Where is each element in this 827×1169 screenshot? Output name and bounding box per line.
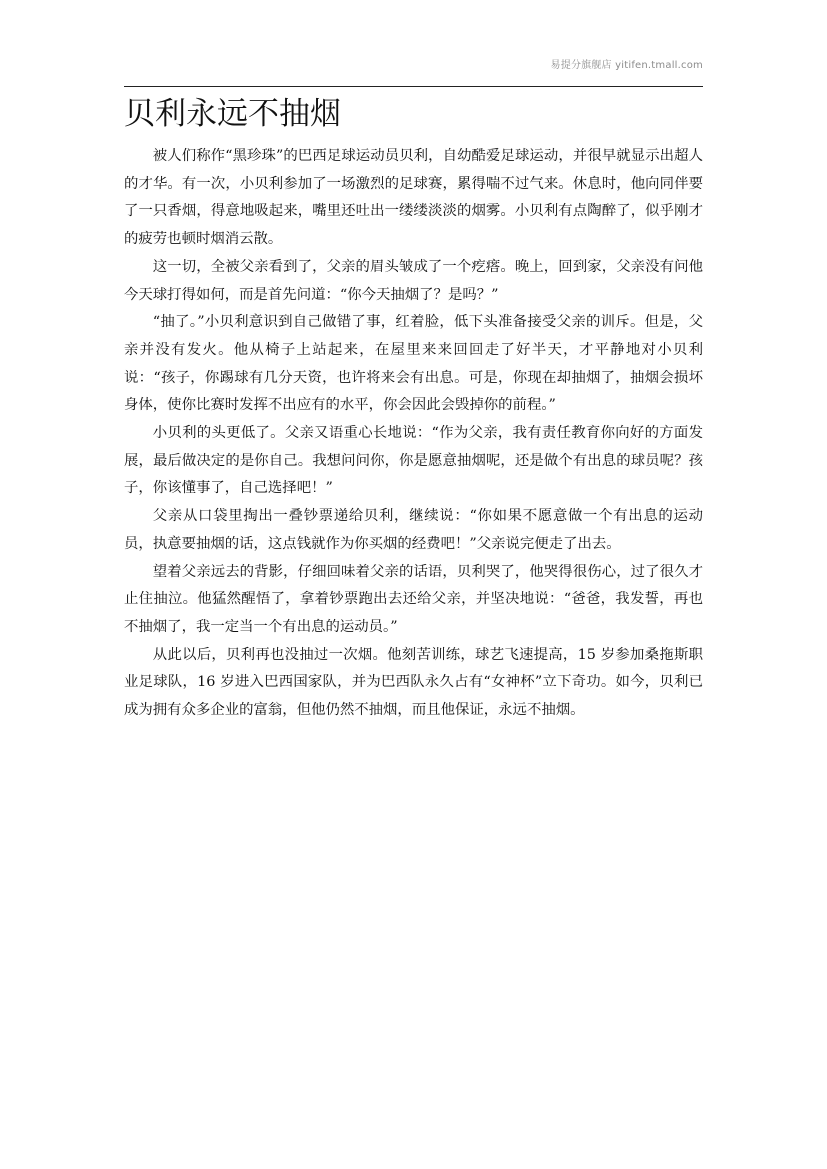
paragraph-1: 被人们称作“黑珍珠”的巴西足球运动员贝利，自幼酷爱足球运动，并很早就显示出超人的才华。有一次，小贝利参加了一场激烈的足球赛，累得喘不过气来。休息时，他向同伴要了一只香烟，得意地吸起来，嘴里还吐出一缕缕淡淡的烟雾。小贝利有点陶醉了，似乎刚才的疲劳也顿时烟消云散。 — [124, 148, 703, 248]
paragraph-4: 小贝利的头更低了。父亲又语重心长地说：“作为父亲，我有责任教育你向好的方面发展，最后做决定的是你自己。我想问问你，你是愿意抽烟呢，还是做个有出息的球员呢？孩子，你该懂事了，自己选择吧！” — [124, 425, 703, 497]
article-title: 贝利永远不抽烟 — [124, 96, 341, 132]
page-header-watermark: 易提分旗舰店 yitifen.tmall.com — [550, 60, 703, 71]
paragraph-7: 从此以后，贝利再也没抽过一次烟。他刻苦训练，球艺飞速提高，15 岁参加桑拖斯职业足球队，16 岁进入巴西国家队，并为巴西队永久占有“女神杯”立下奇功。如今，贝利已成为拥有众多企业的富翁，但他仍然不抽烟，而且他保证，永远不抽烟。 — [124, 646, 703, 719]
paragraph-3: “抽了。”小贝利意识到自己做错了事，红着脸，低下头准备接受父亲的训斥。但是，父亲并没有发火。他从椅子上站起来，在屋里来来回回走了好半天，才平静地对小贝利说：“孩子，你踢球有几分天资，也许将来会有出息。可是，你现在却抽烟了，抽烟会损坏身体，使你比赛时发挥不出应有的水平，你会因此会毁掉你的前程。” — [124, 314, 703, 414]
paragraph-6: 望着父亲远去的背影，仔细回味着父亲的话语，贝利哭了，他哭得很伤心，过了很久才止住抽泣。他猛然醒悟了，拿着钞票跑出去还给父亲，并坚决地说：“爸爸，我发誓，再也不抽烟了，我一定当一个有出息的运动员。” — [124, 563, 703, 635]
article-body — [124, 143, 703, 725]
paragraph-5: 父亲从口袋里掏出一叠钞票递给贝利，继续说：“你如果不愿意做一个有出息的运动员，执意要抽烟的话，这点钱就作为你买烟的经费吧！”父亲说完便走了出去。 — [124, 508, 703, 552]
header-divider — [124, 86, 703, 87]
paragraph-2: 这一切，全被父亲看到了，父亲的眉头皱成了一个疙瘩。晚上，回到家，父亲没有问他今天球打得如何，而是首先问道：“你今天抽烟了？是吗？” — [124, 258, 703, 303]
